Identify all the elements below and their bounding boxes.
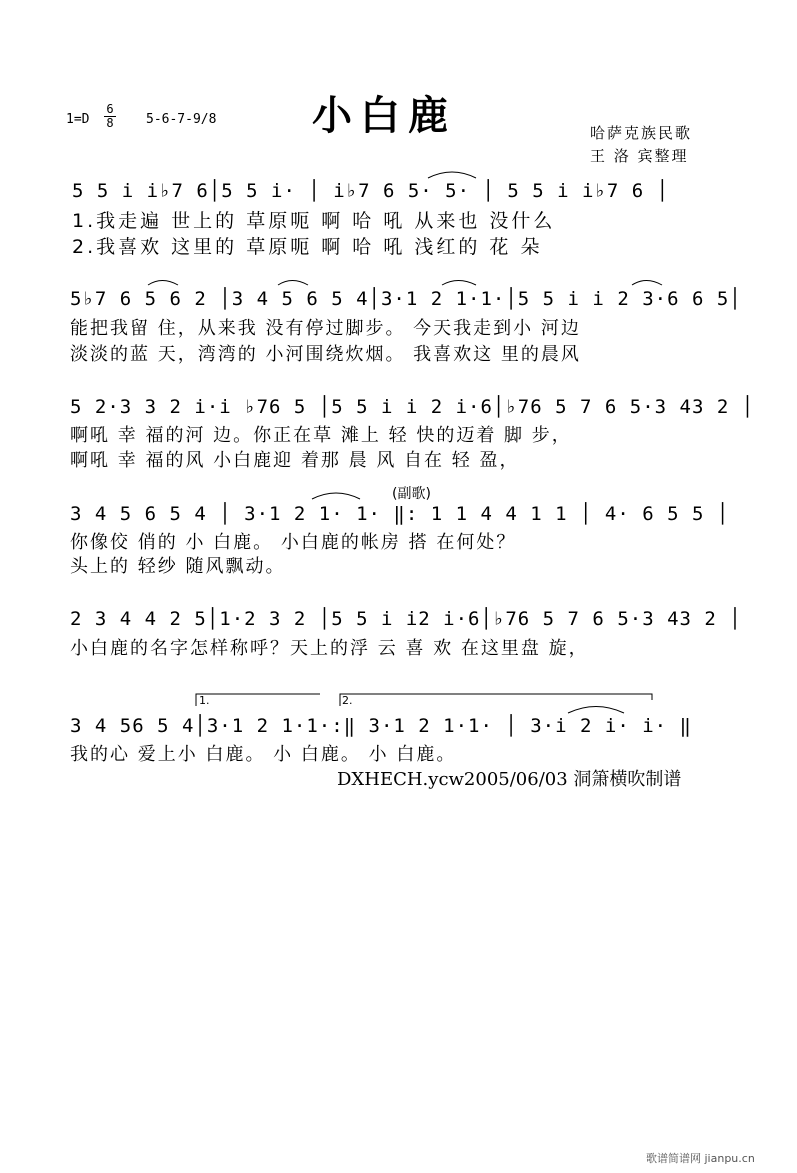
- fingering-label: 5-6-7-9/8: [146, 112, 217, 127]
- lyric-line-3-verse-2: 啊吼 幸 福的风 小白鹿迎 着那 晨 风 自在 轻 盈，: [70, 450, 520, 471]
- tie-line-2b: [278, 281, 308, 286]
- tie-line-2a: [148, 281, 178, 286]
- notation-line-1: 5 5 i i♭7 6│5 5 i· │ i♭7 6 5· 5· │ 5 5 i i♭7 6 │: [72, 180, 670, 202]
- meter-bottom: 8: [106, 116, 114, 130]
- lyric-line-1-verse-1: 1.我走遍 世上的 草原呃 啊 哈 吼 从来也 没什么: [72, 210, 556, 232]
- lyric-line-1-verse-2: 2.我喜欢 这里的 草原呃 啊 哈 吼 浅红的 花 朵: [72, 236, 543, 258]
- notation-line-5: 2 3 4 4 2 5│1·2 3 2 │5 5 i i2 i·6│♭76 5 7 6 5·3 43 2 │: [70, 608, 742, 630]
- volta-first-label: 1.: [199, 694, 210, 707]
- page-title: 小白鹿: [312, 93, 456, 139]
- lyric-line-3-verse-1: 啊吼 幸 福的河 边。你正在草 滩上 轻 快的迈着 脚 步，: [70, 425, 572, 446]
- tie-line-4: [312, 493, 360, 499]
- notation-line-2: 5♭7 6 5 6 2 │3 4 5 6 5 4│3·1 2 1·1·│5 5 i i 2 3·6 6 5│: [70, 288, 742, 310]
- lyric-line-2-verse-1: 能把我留 住，从来我 没有停过脚步。 今天我走到小 河边: [70, 318, 581, 339]
- tie-line-1: [428, 172, 476, 178]
- lyric-line-6: 我的心 爱上小 白鹿。 小 白鹿。 小 白鹿。: [70, 744, 457, 765]
- volta-second-bracket: [340, 694, 652, 706]
- chorus-marker: (副歌): [392, 486, 431, 502]
- site-watermark: 歌谱简谱网 jianpu.cn: [646, 1152, 755, 1165]
- tie-line-6: [568, 707, 624, 714]
- volta-first-bracket: [196, 694, 320, 706]
- volta-second-label: 2.: [342, 694, 353, 707]
- lyric-line-4-verse-2: 头上的 轻纱 随风飘动。: [70, 556, 286, 577]
- meter-top: 6: [106, 102, 114, 116]
- lyric-line-4-verse-1: 你像佼 俏的 小 白鹿。 小白鹿的帐房 搭 在何处？: [70, 532, 517, 553]
- notation-line-6: 3 4 56 5 4│3·1 2 1·1·:‖ 3·1 2 1·1· │ 3·i 2 i· i· ‖: [70, 715, 692, 737]
- tie-line-2c: [442, 281, 476, 286]
- notation-line-4: 3 4 5 6 5 4 │ 3·1 2 1· 1· ‖: 1 1 4 4 1 1 │ 4· 6 5 5 │: [70, 503, 730, 525]
- arranger-credit: 王 洛 宾整理: [590, 147, 689, 165]
- tie-line-2d: [632, 281, 662, 286]
- lyric-line-2-verse-2: 淡淡的蓝 天，湾湾的 小河围绕炊烟。 我喜欢这 里的晨风: [70, 344, 581, 365]
- origin-credit: 哈萨克族民歌: [590, 124, 693, 142]
- lyric-line-5: 小白鹿的名字怎样称呼？天上的浮 云 喜 欢 在这里盘 旋，: [70, 638, 589, 659]
- key-signature: 1=D: [66, 112, 90, 127]
- notation-line-3: 5 2·3 3 2 i·i ♭76 5 │5 5 i i 2 i·6│♭76 5 7 6 5·3 43 2 │: [70, 396, 755, 418]
- footer-credit: DXHECH.ycw2005/06/03 洞箫横吹制谱: [337, 769, 682, 790]
